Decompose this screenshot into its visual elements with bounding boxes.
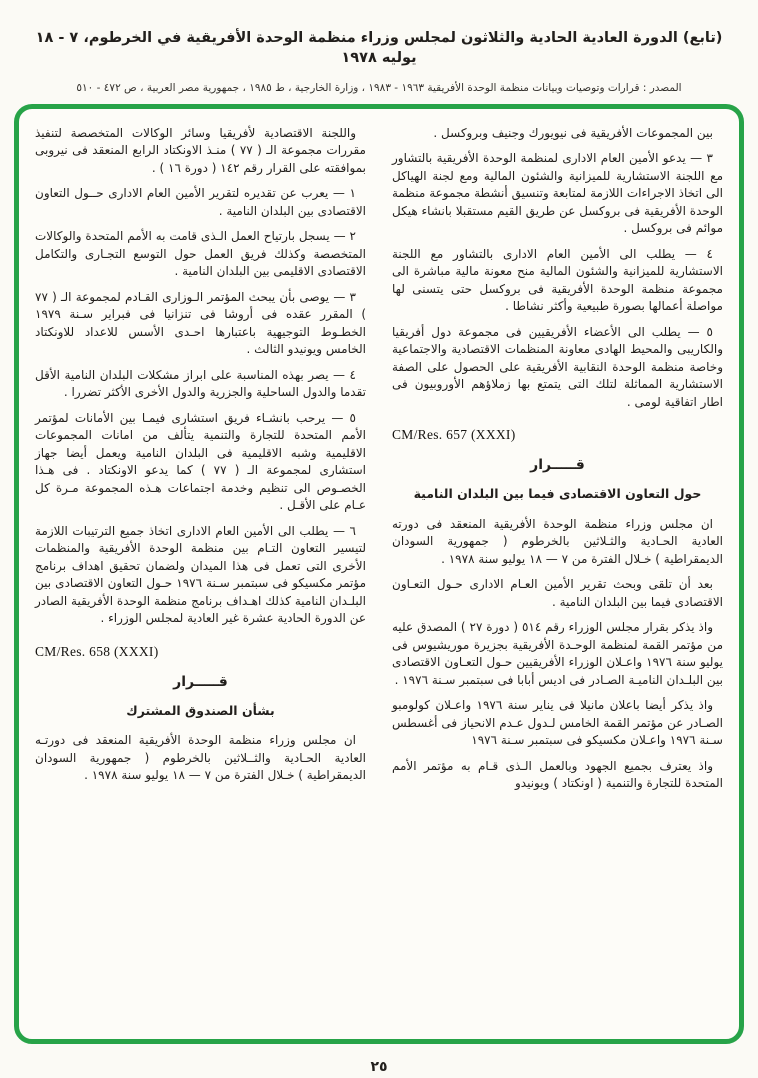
column-left (35, 125, 366, 1029)
paragraph: واذ يذكر بقرار مجلس الوزراء رقم ٥١٤ ( دورة ٢٧ ) المصدق عليه من مؤتمر القمة لمنظمة الوحـدة الأفريقية بجزيرة موريشيوس فى يوليو سنة ١٩٧٦ واعـلان الوزراء الأفريقيين حـول التعـاون الاقتصادى بين البلـدان الناميـة الصـادر فى اديس أبابا فى سبتمبر سـنة ١٩٧٦ . (392, 620, 723, 687)
paragraph: ٥ — يرحب بانشـاء فريق استشارى فيمـا بين الأمانات لمؤتمر الأمم المتحدة للتجارة والتنمية يتألف من امانات المجموعات الاقليمية وشبه الاقليمية فى البلدان النامية ويعمل أيضا جهاز استشارى لمجموعة الـ ( ٧٧ ) كما يدعو الاونكتاد . فى هـذا الخصـوص الى تنظيم وخدمة اجتماعات هـذه المجموعة مـرة كل عـام على الأقـل . (35, 410, 367, 513)
two-column-layout (35, 125, 723, 1029)
paragraph: واذ يذكر أيضا باعلان مانيلا فى يناير سنة ١٩٧٦ واعـلان كولومبو الصـادر عن مؤتمر القمة الخامس لـدول عـدم الانحياز فى أغسطس سـنة ١٩٧٦ واعـلان مكسيكو فى سبتمبر سـنة ١٩٧٦ (392, 698, 723, 748)
document-source-line: المصدر : قرارات وتوصيات وبيانات منظمة الوحدة الأفريقية ١٩٦٣ - ١٩٨٣ ، وزارة الخارجية ، ط ١٩٨٥ ، جمهورية مصر العربية ، ص ٤٧٢ - ٥١٠ (76, 81, 682, 94)
column-right (392, 125, 723, 1029)
paragraph: ١ — يعرب عن تقديره لتقرير الأمين العام الادارى حــول التعاون الاقتصادى بين البلدان النامية . (35, 186, 366, 218)
resolution-number-658: CM/Res. 658 (XXXI) (35, 644, 159, 659)
paragraph: ان مجلس وزراء منظمة الوحدة الأفريقية المنعقد فى دورته العادية الحـادية والثـلاثين بالخرطوم ( جمهورية السودان الديمقراطية ) خـلال الفترة من ٧ — ١٨ يوليو سنة ١٩٧٨ . (392, 516, 723, 566)
document-header (24, 28, 734, 94)
paragraph: ٤ — يصر بهذه المناسبة على ابراز مشكلات البلدان النامية الأقل تقدما والدول الساحلية والجزرية والدول الأخرى الأكثر تضررا . (35, 367, 366, 400)
paragraph: ٤ — يطلب الى الأمين العام الادارى بالتشاور مع اللجنة الاستشارية للميزانية والشئون المالية منح معونة مالية مباشرة الى مجموعة منظمة الوحدة الأفريقية فى بروكسل حتى يتسنى لها مواصلة أعمالها بصورة طبيعية وأكثر نشاطا . (392, 246, 723, 314)
paragraph: ٦ — يطلب الى الأمين العام الادارى اتخاذ جميع الترتيبات اللازمة لتيسير التعاون التـام بين منظمة الوحدة الأفريقية والمنظمات الأخرى التى تعمل فى هذا الميدان ولضمان تحقيق اهداف برنامج مؤتمر مكسيكو فى سبتمبر سـنة ١٩٧٦ حـول التعاون الاقتصادى بين البلـدان النامية كذلك اهـداف برنامج منظمة الوحدة الأفريقية الصادر عن الدورة الحادية عشرة غير العادية لمجلس الوزراء . (35, 523, 367, 626)
paragraph: ان مجلس وزراء منظمة الوحدة الأفريقية المنعقد فى دورتـه العادية الحـادية والثــلاثين بالخرطوم ( جمهورية السودان الديمقراطية ) خـلال الفترة من ٧ — ١٨ يوليو سنة ١٩٧٨ . (35, 733, 366, 783)
resolution-heading: قـــــرار (530, 457, 585, 474)
resolution-heading: قـــــرار (173, 673, 228, 690)
document-title: (تابع) الدورة العادية الحادية والثلاثون لمجلس وزراء منظمة الوحدة الأفريقية في الخرطوم، ٧ - ١٨ يوليه ١٩٧٨ (35, 30, 723, 67)
paragraph: بين المجموعات الأفريقية فى نيويورك وجنيف وبروكسل . (433, 125, 713, 140)
paragraph: ٥ — يطلب الى الأعضاء الأفريقيين فى مجموعة دول أفريقيا والكاريبى والمحيط الهادى معاونة المنظمات الاقتصادية والاجتماعية وخاصة منظمة الوحدة النقابية الأفريقية على الحصول على الصفة الاستشارية المماثلة لتلك التى يتمتع بها زملاؤهم الأوروبيون فى اطار اتفاقية لومى . (392, 324, 723, 409)
paragraph: بعد أن تلقى وبحث تقرير الأمين العـام الادارى حـول التعـاون الاقتصادى فيما بين البلدان النامية . (392, 577, 723, 609)
resolution-subheading: بشأن الصندوق المشترك (126, 703, 275, 719)
paragraph: ٢ — يسجل بارتياح العمل الـذى قامت به الأمم المتحدة والوكالات المتخصصة وكذلك فريق العمل حول التوسع التجـارى والتكامل الاقتصادى الاقليمى بين البلدان النامية . (35, 229, 366, 279)
page-number: ٢٥ (370, 1058, 388, 1075)
page-footer (14, 1056, 744, 1075)
paragraph: واذ يعترف بجميع الجهود وبالعمل الـذى قـام به مؤتمر الأمم المتحدة للتجارة والتنمية ( اونكتاد ) ويونيدو (392, 758, 723, 791)
paragraph: ٣ — يدعو الأمين العام الادارى لمنظمة الوحدة الأفريقية بالتشاور مع اللجنة الاستشارية للميزانية والشئون المالية ومع لجنة الهياكل الى اتخاذ الاجراءات اللازمة لمتابعة وتنسيق أنشطة مجموعة منظمة الوحدة الأفريقية فى بروكسل عن طريق القيم مستقبلا بانشاء هيكل موائم فى بروكسل . (392, 151, 723, 236)
resolution-number-657: CM/Res. 657 (XXXI) (392, 427, 516, 443)
resolution-subheading: حول التعاون الاقتصادى فيما بين البلدان النامية (413, 486, 702, 502)
paragraph: واللجنة الاقتصادية لأفريقيا وسائر الوكالات المتخصصة لتنفيذ مقررات مجموعة الـ ( ٧٧ ) منـذ الاونكتاد الرابع المنعقد فى نيروبى بموافقته على القرار رقم ١٤٢ ( دورة ١٦ ) . (35, 125, 366, 175)
paragraph: ٣ — يوصى بأن يبحث المؤتمر الـوزارى القـادم لمجموعة الـ ( ٧٧ ) المقرر عقده فى أروشا فى تنزانيا فى فبراير سـنة ١٩٧٩ الخطـوط التوجيهية باعتبارها احـدى الأسس للاعداد للاونكتاد الخامس ويونيدو الثالث . (35, 289, 366, 357)
green-frame (14, 104, 744, 1044)
